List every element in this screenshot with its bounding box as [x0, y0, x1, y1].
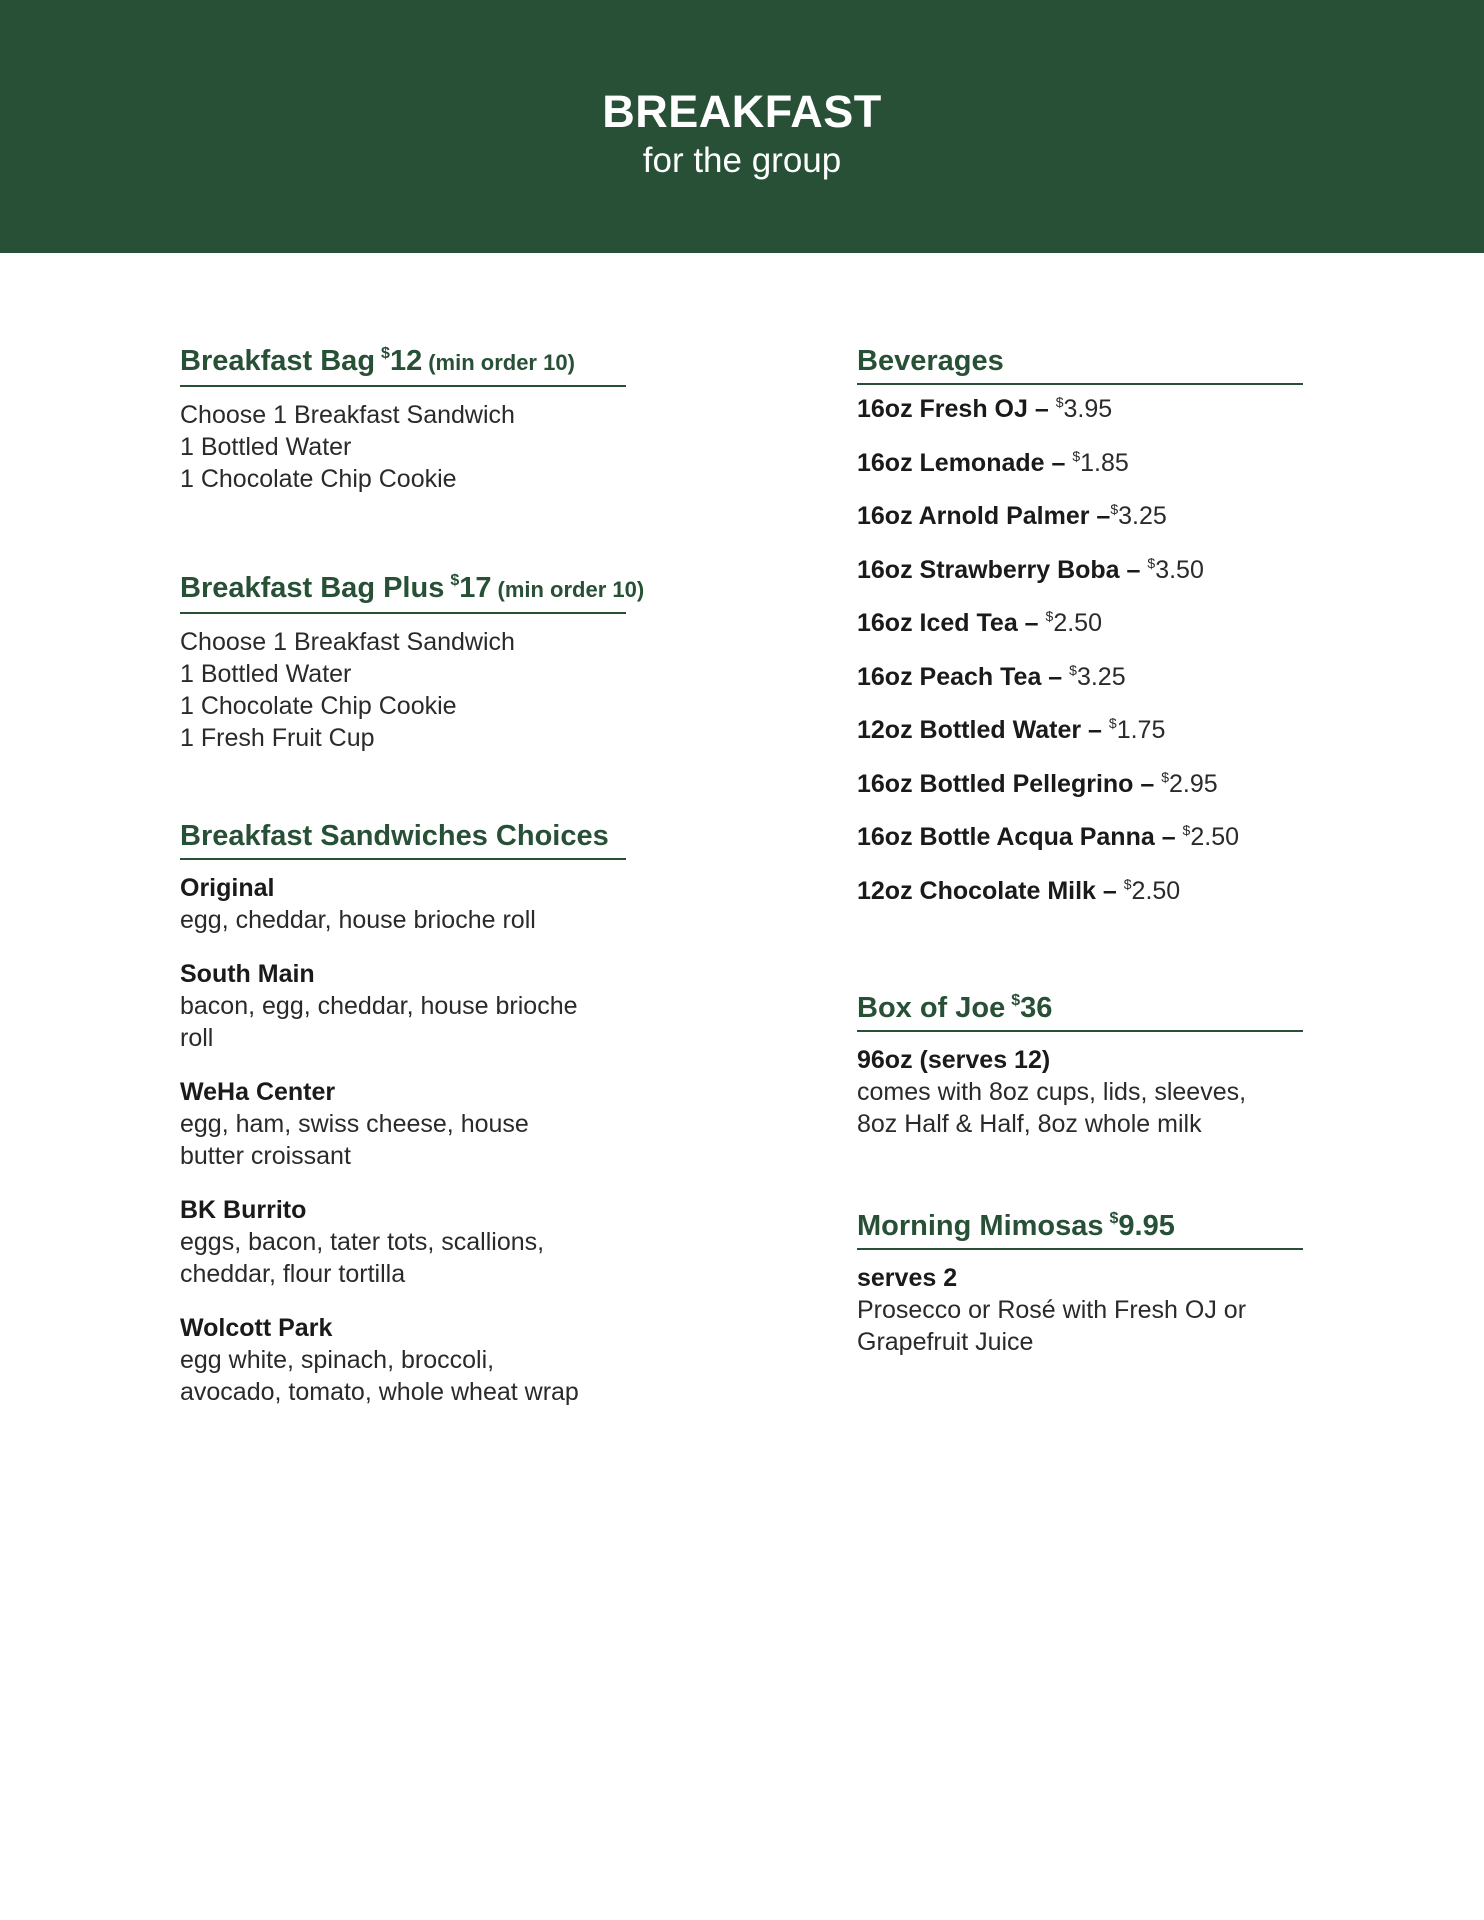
beverage-item — [857, 393, 1303, 447]
beverage-price — [1147, 556, 1203, 584]
list-item: Choose 1 Breakfast Sandwich — [180, 401, 515, 429]
list-item: 1 Fresh Fruit Cup — [180, 724, 375, 752]
beverage-item — [857, 821, 1303, 875]
beverage-price — [1072, 449, 1128, 477]
box-of-joe-price: 36 — [1020, 992, 1053, 1024]
beverage-item — [857, 554, 1303, 608]
breakfast-bag-plus-price: 17 — [459, 572, 492, 604]
beverage-price — [1109, 716, 1165, 744]
price-value: 2.50 — [1190, 823, 1240, 851]
sandwich-choice — [180, 958, 626, 1054]
beverage-name: 16oz Lemonade – — [857, 448, 1066, 477]
sandwiches-rule — [180, 858, 626, 860]
breakfast-bag-section — [180, 343, 626, 495]
breakfast-bag-plus-rule — [180, 612, 626, 614]
currency-symbol: $ — [1072, 447, 1081, 464]
box-of-joe-title: Box of Joe — [857, 992, 1006, 1024]
sandwich-name: WeHa Center — [180, 1078, 336, 1106]
price-value: 2.50 — [1131, 876, 1181, 905]
breakfast-bag-items — [180, 399, 626, 495]
beverage-price — [1183, 823, 1239, 851]
currency-symbol: $ — [1108, 715, 1117, 731]
sandwich-desc: butter croissant — [180, 1142, 351, 1170]
price-value: 3.25 — [1118, 502, 1167, 530]
beverage-item — [857, 768, 1303, 822]
sandwich-name: Wolcott Park — [180, 1314, 333, 1342]
beverages-section — [857, 343, 1303, 928]
page-subtitle: for the group — [642, 141, 842, 180]
breakfast-bag-rule — [180, 385, 626, 387]
price-value: 1.75 — [1116, 716, 1166, 744]
mimosas-currency: $ — [1109, 1210, 1119, 1227]
price-value: 1.85 — [1080, 448, 1129, 477]
box-of-joe-subtitle: 96oz (serves 12) — [857, 1046, 1051, 1074]
sandwich-choice — [180, 1076, 626, 1172]
sandwich-name: BK Burrito — [180, 1196, 307, 1224]
mimosas-desc: Prosecco or Rosé with Fresh OJ or — [857, 1296, 1247, 1324]
sandwich-desc: avocado, tomato, whole wheat wrap — [180, 1378, 579, 1406]
mimosas-subtitle: serves 2 — [857, 1264, 958, 1292]
box-of-joe-currency: $ — [1011, 992, 1021, 1009]
currency-symbol: $ — [1182, 822, 1191, 838]
sandwich-desc: bacon, egg, cheddar, house brioche — [180, 992, 578, 1020]
sandwich-choice — [180, 1312, 626, 1408]
breakfast-bag-plus-heading — [180, 570, 644, 610]
sandwich-choice — [180, 872, 626, 936]
sandwich-desc: eggs, bacon, tater tots, scallions, — [180, 1228, 545, 1256]
beverage-price — [1046, 609, 1102, 637]
mimosas-section — [857, 1208, 1303, 1358]
mimosas-heading — [857, 1208, 1303, 1246]
sandwich-desc: egg, ham, swiss cheese, house — [180, 1110, 529, 1138]
beverage-item — [857, 607, 1303, 661]
currency-symbol: $ — [1147, 554, 1156, 571]
breakfast-bag-plus-title: Breakfast Bag Plus — [180, 572, 445, 604]
beverage-item — [857, 661, 1303, 715]
beverage-price — [1124, 877, 1180, 905]
beverage-price — [1056, 395, 1112, 423]
beverage-price — [1069, 663, 1125, 691]
beverage-name: 16oz Strawberry Boba – — [857, 555, 1141, 584]
beverage-price — [1161, 770, 1217, 798]
breakfast-bag-heading — [180, 343, 626, 383]
list-item: 1 Chocolate Chip Cookie — [180, 465, 457, 493]
breakfast-bag-plus-items — [180, 626, 644, 754]
sandwich-desc: egg, cheddar, house brioche roll — [180, 906, 536, 934]
beverage-name: 16oz Fresh OJ – — [857, 395, 1049, 423]
beverage-item — [857, 447, 1303, 501]
currency-symbol: $ — [1110, 501, 1119, 517]
list-item: 1 Bottled Water — [180, 433, 352, 461]
breakfast-bag-note: (min order 10) — [428, 350, 575, 375]
price-value: 2.95 — [1169, 769, 1218, 798]
sandwich-name: South Main — [180, 960, 315, 988]
sandwich-choice — [180, 1194, 626, 1290]
beverage-name: 16oz Iced Tea – — [857, 609, 1039, 637]
breakfast-bag-plus-note: (min order 10) — [497, 577, 645, 602]
sandwich-name: Original — [180, 874, 275, 902]
sandwich-desc: cheddar, flour tortilla — [180, 1260, 406, 1288]
breakfast-bag-currency: $ — [381, 345, 390, 362]
breakfast-bag-title: Breakfast Bag — [180, 345, 376, 377]
box-of-joe-heading — [857, 990, 1303, 1028]
beverage-item — [857, 875, 1303, 929]
beverage-item — [857, 500, 1303, 554]
mimosas-price: 9.95 — [1118, 1210, 1175, 1242]
currency-symbol: $ — [1123, 875, 1132, 892]
beverage-item — [857, 714, 1303, 768]
breakfast-bag-plus-section — [180, 570, 644, 754]
price-value: 3.25 — [1076, 662, 1126, 691]
beverages-list — [857, 393, 1303, 928]
list-item: 1 Chocolate Chip Cookie — [180, 692, 457, 720]
box-of-joe-rule — [857, 1030, 1303, 1032]
mimosas-rule — [857, 1248, 1303, 1250]
box-of-joe-desc: comes with 8oz cups, lids, sleeves, — [857, 1078, 1247, 1106]
beverage-name: 16oz Arnold Palmer – — [857, 502, 1111, 530]
beverage-name: 16oz Bottled Pellegrino – — [857, 769, 1155, 798]
sandwich-desc: roll — [180, 1024, 214, 1052]
price-value: 2.50 — [1053, 609, 1102, 637]
beverage-name: 16oz Bottle Acqua Panna – — [857, 823, 1176, 851]
sandwiches-section — [180, 818, 626, 1408]
box-of-joe-desc: 8oz Half & Half, 8oz whole milk — [857, 1110, 1202, 1138]
box-of-joe-section — [857, 990, 1303, 1140]
beverage-name: 12oz Bottled Water – — [857, 716, 1102, 744]
beverage-price — [1110, 502, 1166, 530]
price-value: 3.50 — [1155, 555, 1204, 584]
sandwiches-heading: Breakfast Sandwiches Choices — [180, 820, 609, 852]
currency-symbol: $ — [1045, 608, 1054, 624]
beverage-name: 12oz Chocolate Milk – — [857, 876, 1117, 905]
mimosas-title: Morning Mimosas — [857, 1210, 1104, 1242]
currency-symbol: $ — [1069, 661, 1077, 678]
beverages-rule — [857, 383, 1303, 385]
price-value: 3.95 — [1063, 395, 1113, 423]
page-title: BREAKFAST — [602, 86, 882, 137]
list-item: 1 Bottled Water — [180, 660, 352, 688]
currency-symbol: $ — [1161, 768, 1170, 785]
breakfast-bag-price: 12 — [389, 345, 423, 377]
header-banner — [0, 0, 1484, 253]
beverages-heading: Beverages — [857, 345, 1004, 377]
beverage-name: 16oz Peach Tea – — [857, 662, 1063, 691]
list-item: Choose 1 Breakfast Sandwich — [180, 628, 515, 656]
mimosas-desc: Grapefruit Juice — [857, 1328, 1034, 1356]
sandwich-desc: egg white, spinach, broccoli, — [180, 1346, 495, 1374]
currency-symbol: $ — [1055, 394, 1064, 410]
breakfast-bag-plus-currency: $ — [450, 572, 460, 589]
